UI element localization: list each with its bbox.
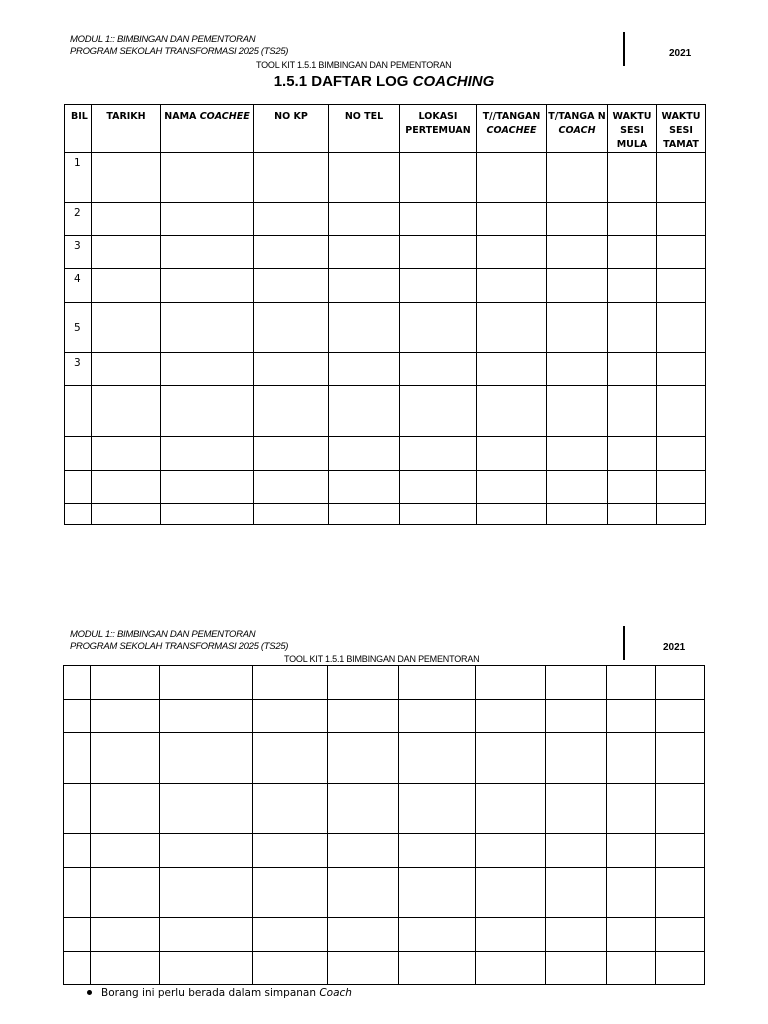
table-cell <box>656 784 705 834</box>
table-cell <box>657 504 706 525</box>
table-cell <box>547 203 608 236</box>
table-cell <box>477 303 547 353</box>
column-header-text: NO TEL <box>344 111 384 122</box>
table-cell <box>477 504 547 525</box>
table-cell <box>160 834 253 868</box>
table-cell <box>657 437 706 471</box>
table-cell <box>254 471 329 504</box>
table-cell <box>476 834 546 868</box>
table-cell <box>477 203 547 236</box>
table-row <box>65 236 706 269</box>
table-cell <box>160 733 253 784</box>
column-header-italic: COACHEE <box>486 125 537 136</box>
table-row <box>64 700 705 733</box>
table-cell <box>328 700 399 733</box>
column-header-italic: COACH <box>558 125 596 136</box>
bullet-icon <box>87 990 92 995</box>
table-row <box>64 834 705 868</box>
table-cell <box>161 153 254 203</box>
table-cell <box>329 471 400 504</box>
table-cell <box>161 269 254 303</box>
table-cell <box>656 952 705 985</box>
table-cell <box>476 733 546 784</box>
table-cell <box>477 236 547 269</box>
table-cell <box>91 666 160 700</box>
table-cell <box>160 868 253 918</box>
table-row <box>65 437 706 471</box>
table-row <box>65 203 706 236</box>
table-cell <box>160 784 253 834</box>
table-cell <box>546 834 607 868</box>
table-row <box>65 303 706 353</box>
table-cell <box>476 952 546 985</box>
table-cell <box>91 700 160 733</box>
column-header <box>477 105 547 153</box>
table-cell <box>607 918 656 952</box>
toolkit-label: TOOL KIT 1.5.1 BIMBINGAN DAN PEMENTORAN <box>284 654 480 664</box>
table-row <box>64 784 705 834</box>
row-number: 3 <box>65 353 92 386</box>
table-cell <box>476 700 546 733</box>
table-cell <box>399 834 476 868</box>
table-cell <box>607 952 656 985</box>
table-cell <box>546 868 607 918</box>
header-module: MODUL 1:: BIMBINGAN DAN PEMENTORAN <box>70 34 256 45</box>
column-header-text: T//TANGAN <box>482 111 541 122</box>
table-cell <box>477 353 547 386</box>
column-header <box>608 105 657 153</box>
table-cell <box>160 666 253 700</box>
table-cell <box>400 386 477 437</box>
table-header-row <box>65 105 706 153</box>
table-row <box>65 269 706 303</box>
table-cell <box>329 203 400 236</box>
table-cell <box>546 733 607 784</box>
table-cell <box>657 269 706 303</box>
table-cell <box>607 834 656 868</box>
table-cell <box>477 269 547 303</box>
table-cell <box>328 784 399 834</box>
table-cell <box>476 868 546 918</box>
table-cell <box>607 868 656 918</box>
table-cell <box>328 918 399 952</box>
table-row <box>64 918 705 952</box>
row-number: 4 <box>65 269 92 303</box>
table-cell <box>253 784 328 834</box>
table-cell <box>253 666 328 700</box>
row-number <box>65 471 92 504</box>
column-header <box>329 105 400 153</box>
column-header-text: BIL <box>71 111 88 122</box>
table-cell <box>657 236 706 269</box>
table-cell <box>253 834 328 868</box>
table-cell <box>160 700 253 733</box>
table-cell <box>476 784 546 834</box>
table-cell <box>399 784 476 834</box>
table-cell <box>607 666 656 700</box>
table-row <box>64 952 705 985</box>
table-cell <box>161 471 254 504</box>
table-cell <box>400 153 477 203</box>
row-number: 2 <box>65 203 92 236</box>
table-cell <box>547 386 608 437</box>
table-row <box>65 353 706 386</box>
table-cell <box>656 868 705 918</box>
table-cell <box>657 203 706 236</box>
table-cell <box>547 303 608 353</box>
table-cell <box>657 303 706 353</box>
table-cell <box>477 471 547 504</box>
column-header <box>400 105 477 153</box>
column-header-text: WAKTU SESI TAMAT <box>661 111 701 150</box>
table-cell <box>329 386 400 437</box>
table-cell <box>546 952 607 985</box>
table-cell <box>329 303 400 353</box>
table-cell <box>399 733 476 784</box>
table-cell <box>92 303 161 353</box>
table-cell <box>161 353 254 386</box>
table-cell <box>161 236 254 269</box>
table-cell <box>254 203 329 236</box>
coaching-log-table <box>64 104 706 525</box>
table-cell <box>160 918 253 952</box>
table-cell <box>399 666 476 700</box>
row-number: 1 <box>65 153 92 203</box>
table-cell <box>547 437 608 471</box>
header-divider <box>623 626 625 660</box>
table-cell <box>399 952 476 985</box>
table-cell <box>656 834 705 868</box>
table-cell <box>92 471 161 504</box>
table-cell <box>476 918 546 952</box>
table-cell <box>64 918 91 952</box>
table-cell <box>608 303 657 353</box>
table-cell <box>657 153 706 203</box>
coaching-log-table-continued <box>63 665 705 985</box>
table-cell <box>64 784 91 834</box>
table-cell <box>400 353 477 386</box>
table-cell <box>91 952 160 985</box>
table-cell <box>329 269 400 303</box>
column-header-text: T/TANGA N <box>548 111 606 122</box>
table-cell <box>64 952 91 985</box>
table-cell <box>656 700 705 733</box>
column-header <box>161 105 254 153</box>
header-program: PROGRAM SEKOLAH TRANSFORMASI 2025 (TS25) <box>70 46 289 57</box>
table-cell <box>400 303 477 353</box>
table-cell <box>547 269 608 303</box>
column-header-text: NAMA <box>164 111 200 122</box>
table-row <box>64 733 705 784</box>
table-cell <box>64 868 91 918</box>
column-header <box>254 105 329 153</box>
row-number: 3 <box>65 236 92 269</box>
toolkit-label: TOOL KIT 1.5.1 BIMBINGAN DAN PEMENTORAN <box>256 60 452 70</box>
table-cell <box>92 437 161 471</box>
table-cell <box>329 236 400 269</box>
row-number <box>65 504 92 525</box>
table-cell <box>400 437 477 471</box>
table-cell <box>64 834 91 868</box>
table-cell <box>547 236 608 269</box>
table-cell <box>254 437 329 471</box>
table-cell <box>253 733 328 784</box>
table-cell <box>607 733 656 784</box>
table-cell <box>608 386 657 437</box>
table-cell <box>328 666 399 700</box>
table-cell <box>161 504 254 525</box>
table-cell <box>92 504 161 525</box>
table-cell <box>328 733 399 784</box>
table-cell <box>64 733 91 784</box>
table-cell <box>91 834 160 868</box>
table-cell <box>399 868 476 918</box>
header-program: PROGRAM SEKOLAH TRANSFORMASI 2025 (TS25) <box>70 641 289 652</box>
column-header-text: NO KP <box>274 111 308 122</box>
column-header <box>547 105 608 153</box>
footnote-text: Borang ini perlu berada dalam simpanan <box>101 987 320 999</box>
table-row <box>65 386 706 437</box>
table-cell <box>608 437 657 471</box>
table-cell <box>92 353 161 386</box>
table-cell <box>657 471 706 504</box>
table-cell <box>657 386 706 437</box>
table-cell <box>546 700 607 733</box>
header-year: 2021 <box>663 642 686 653</box>
table-cell <box>254 303 329 353</box>
table-cell <box>547 353 608 386</box>
column-header-italic: COACHEE <box>199 111 250 122</box>
table-cell <box>546 784 607 834</box>
table-cell <box>160 952 253 985</box>
table-cell <box>253 918 328 952</box>
table-cell <box>608 203 657 236</box>
table-cell <box>608 236 657 269</box>
table-cell <box>476 666 546 700</box>
table-cell <box>254 504 329 525</box>
table-row <box>64 666 705 700</box>
table-cell <box>607 784 656 834</box>
row-number: 5 <box>65 303 92 353</box>
column-header <box>92 105 161 153</box>
table-cell <box>656 733 705 784</box>
row-number <box>65 386 92 437</box>
table-cell <box>329 353 400 386</box>
page-title <box>0 73 768 90</box>
table-cell <box>254 386 329 437</box>
table-cell <box>254 269 329 303</box>
table-cell <box>399 918 476 952</box>
table-cell <box>91 733 160 784</box>
table-cell <box>547 153 608 203</box>
table-cell <box>399 700 476 733</box>
table-cell <box>329 504 400 525</box>
table-cell <box>546 918 607 952</box>
table-row <box>65 153 706 203</box>
table-cell <box>328 868 399 918</box>
table-cell <box>608 353 657 386</box>
table-cell <box>477 386 547 437</box>
table-cell <box>91 868 160 918</box>
column-header <box>65 105 92 153</box>
header-year: 2021 <box>669 48 692 59</box>
table-cell <box>253 700 328 733</box>
table-cell <box>92 269 161 303</box>
title-italic: COACHING <box>412 73 495 90</box>
table-cell <box>608 269 657 303</box>
table-cell <box>400 236 477 269</box>
column-header-text: LOKASI PERTEMUAN <box>405 111 471 136</box>
table-cell <box>547 504 608 525</box>
row-number <box>65 437 92 471</box>
table-cell <box>254 153 329 203</box>
table-cell <box>657 353 706 386</box>
header-divider <box>623 32 625 66</box>
table-cell <box>161 437 254 471</box>
header-module: MODUL 1:: BIMBINGAN DAN PEMENTORAN <box>70 629 256 640</box>
column-header-text: TARIKH <box>106 111 146 122</box>
column-header-text: WAKTU SESI MULA <box>612 111 652 150</box>
table-cell <box>92 203 161 236</box>
table-row <box>65 504 706 525</box>
table-cell <box>607 700 656 733</box>
table-cell <box>328 952 399 985</box>
table-cell <box>64 700 91 733</box>
table-cell <box>253 952 328 985</box>
table-cell <box>161 386 254 437</box>
title-main: 1.5.1 DAFTAR LOG <box>273 73 413 90</box>
table-cell <box>400 471 477 504</box>
table-cell <box>477 153 547 203</box>
table-cell <box>329 437 400 471</box>
table-cell <box>91 784 160 834</box>
table-cell <box>400 504 477 525</box>
table-cell <box>656 918 705 952</box>
footnote <box>87 987 352 999</box>
table-cell <box>254 236 329 269</box>
table-cell <box>91 918 160 952</box>
table-cell <box>92 153 161 203</box>
table-cell <box>329 153 400 203</box>
footnote-italic: Coach <box>319 987 352 999</box>
table-cell <box>92 386 161 437</box>
table-row <box>64 868 705 918</box>
table-cell <box>400 269 477 303</box>
column-header <box>657 105 706 153</box>
table-cell <box>161 303 254 353</box>
table-cell <box>92 236 161 269</box>
table-cell <box>400 203 477 236</box>
table-cell <box>656 666 705 700</box>
table-cell <box>161 203 254 236</box>
table-cell <box>546 666 607 700</box>
table-row <box>65 471 706 504</box>
table-cell <box>608 504 657 525</box>
table-cell <box>328 834 399 868</box>
table-cell <box>608 153 657 203</box>
table-cell <box>608 471 657 504</box>
table-cell <box>64 666 91 700</box>
table-cell <box>253 868 328 918</box>
table-cell <box>547 471 608 504</box>
table-cell <box>254 353 329 386</box>
table-cell <box>477 437 547 471</box>
